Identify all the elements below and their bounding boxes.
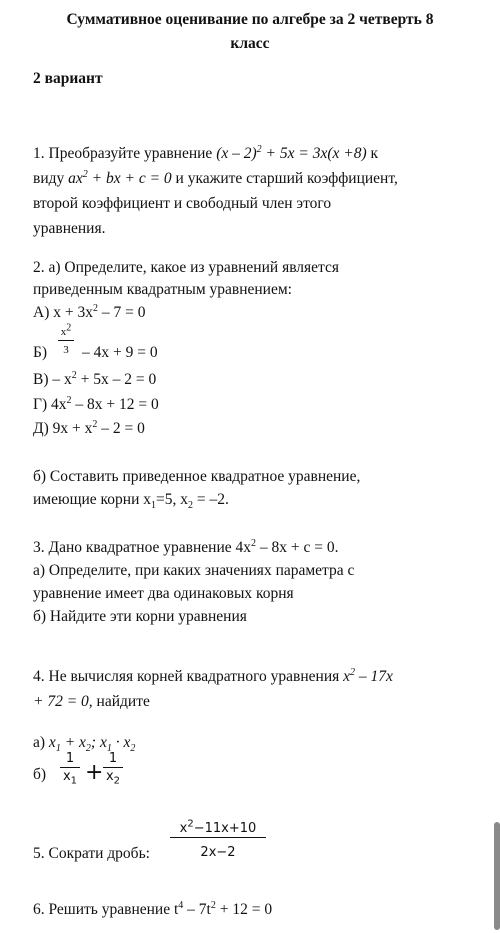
title-line-2: класс bbox=[230, 35, 270, 52]
q6-line: 6. Решить уравнение $t^4 - 7t^2 + 12 = 0$ bbox=[33, 899, 273, 918]
q3-line-2: а) Определите, при каких значениях параметра с bbox=[33, 562, 355, 579]
q2-option-v: $В) - x^2 + 5x - 2 = 0$ bbox=[33, 369, 157, 388]
q2-option-b-fraction: $x^2$ 3 bbox=[58, 325, 74, 357]
q1-equation: (x – 2)$^2$ + 5x = 3x(x +8) bbox=[216, 143, 367, 162]
q4-fraction-1: 1 $x_1$ bbox=[60, 752, 80, 784]
q2-option-a: А) $x + 3x^2 - 7 = 0$ bbox=[33, 302, 146, 321]
q2-option-b-label: Б) bbox=[33, 344, 48, 361]
q4-line-1: 4. Не вычисляя корней квадратного уравнения $x^2 - 17x$ bbox=[33, 666, 393, 685]
q4-fraction-2: 1 $x_2$ bbox=[103, 752, 123, 784]
title-line-1: Суммативное оценивание по алгебре за 2 четверть 8 bbox=[66, 11, 434, 28]
q4-part-a: а) $x_1 + x_2$; $x_1 \cdot x_2$ bbox=[33, 734, 136, 755]
scrollbar-thumb[interactable] bbox=[494, 822, 500, 930]
q3-line-1: 3. Дано квадратное уравнение $4x^2 - 8x + c = 0$. bbox=[33, 537, 339, 556]
q2-option-g: Г) $4x^2 - 8x + 12 = 0$ bbox=[33, 394, 159, 413]
q3-line-4: б) Найдите эти корни уравнения bbox=[33, 608, 247, 625]
q1-line-4: уравнения. bbox=[33, 220, 106, 237]
q3-line-3: уравнение имеет два одинаковых корня bbox=[33, 585, 294, 602]
variant-label: 2 вариант bbox=[33, 70, 103, 87]
q2-line-2: приведенным квадратным уравнением: bbox=[33, 281, 292, 298]
q4-part-b-label: б) bbox=[33, 766, 47, 783]
q1-text: 1. Преобразуйте уравнение bbox=[33, 145, 217, 162]
q2-option-b-rest: – 4x + 9 = 0 bbox=[82, 344, 158, 361]
q2-line-1: 2. а) Определите, какое из уравнений является bbox=[33, 259, 340, 276]
q1-line-2: виду $ax^2$ + bx + c = 0 и укажите старший коэффициент, bbox=[33, 168, 398, 187]
q1-standard-form: $ax^2$ + bx + c = 0 bbox=[68, 168, 172, 187]
q5-fraction: $x^2-11x+10$ 2x−2 bbox=[170, 822, 266, 860]
q5-label: 5. Сократи дробь: bbox=[33, 845, 150, 862]
q2-option-d: Д) $9x + x^2 - 2 = 0$ bbox=[33, 418, 145, 437]
q1-line-1: 1. Преобразуйте уравнение (x – 2)$^2$ + 5x = 3x(x +8) к bbox=[33, 143, 379, 162]
q1-line-3: второй коэффициент и свободный член этого bbox=[33, 195, 332, 212]
q4-line-2: + 72 = 0, найдите bbox=[33, 693, 150, 710]
q2b-line-2: имеющие корни $x_1=5$, $x_2 = -2$. bbox=[33, 491, 229, 512]
q2b-line-1: б) Составить приведенное квадратное уравнение, bbox=[33, 468, 361, 485]
q4-plus-sign: + bbox=[85, 760, 104, 785]
